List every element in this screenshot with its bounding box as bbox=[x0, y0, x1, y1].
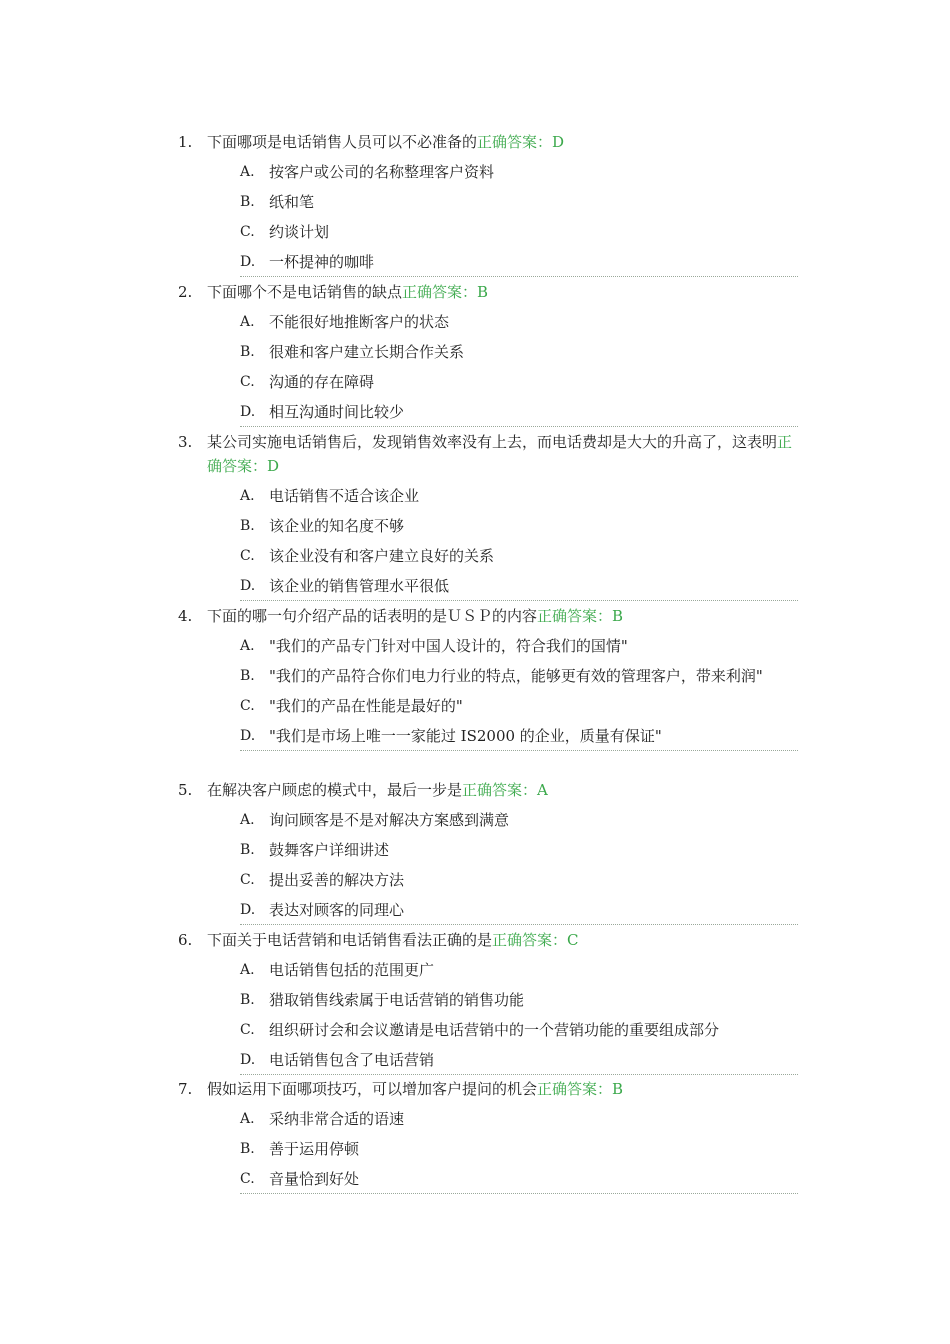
option-d bbox=[240, 250, 798, 274]
question-number: 6. bbox=[178, 931, 193, 949]
question-text: 下面哪项是电话销售人员可以不必准备的 bbox=[207, 133, 478, 151]
option-text: 采纳非常合适的语速 bbox=[269, 1110, 405, 1128]
answer-value: B bbox=[612, 1080, 624, 1098]
option-label: D. bbox=[240, 1052, 256, 1068]
option-b bbox=[240, 340, 798, 364]
question-number: 4. bbox=[178, 607, 193, 625]
option-c bbox=[240, 220, 798, 244]
option-a bbox=[240, 160, 798, 184]
option-label: B. bbox=[240, 842, 255, 858]
option-text: 纸和笔 bbox=[269, 193, 315, 211]
option-c bbox=[240, 1167, 798, 1191]
question-1 bbox=[178, 130, 798, 277]
option-text: 组织研讨会和会议邀请是电话营销中的一个营销功能的重要组成部分 bbox=[269, 1021, 720, 1039]
option-d bbox=[240, 574, 798, 598]
separator bbox=[240, 1192, 798, 1194]
option-label: D. bbox=[240, 728, 256, 744]
option-label: C. bbox=[240, 1022, 255, 1038]
option-label: B. bbox=[240, 344, 255, 360]
option-text: 不能很好地推断客户的状态 bbox=[269, 313, 450, 331]
option-a bbox=[240, 958, 798, 982]
answer-value: B bbox=[612, 607, 624, 625]
question-number: 2. bbox=[178, 283, 193, 301]
option-c bbox=[240, 544, 798, 568]
option-c bbox=[240, 868, 798, 892]
option-label: B. bbox=[240, 518, 255, 534]
answer-value: D bbox=[267, 457, 280, 475]
separator bbox=[240, 599, 798, 601]
separator bbox=[240, 749, 798, 751]
answer-label: 正确答案： bbox=[477, 133, 553, 151]
option-text: "我们是市场上唯一一家能过 IS2000 的企业，质量有保证" bbox=[269, 727, 662, 745]
option-a bbox=[240, 484, 798, 508]
question-text: 下面的哪一句介绍产品的话表明的是ＵＳＰ的内容 bbox=[207, 607, 538, 625]
option-label: A. bbox=[240, 314, 255, 330]
option-a bbox=[240, 310, 798, 334]
option-text: 音量恰到好处 bbox=[269, 1170, 360, 1188]
option-text: 一杯提神的咖啡 bbox=[269, 253, 375, 271]
separator bbox=[240, 1073, 798, 1075]
option-label: B. bbox=[240, 992, 255, 1008]
option-text: 相互沟通时间比较少 bbox=[269, 403, 405, 421]
option-label: D. bbox=[240, 902, 256, 918]
option-text: 按客户或公司的名称整理客户资料 bbox=[269, 163, 495, 181]
question-5 bbox=[178, 778, 798, 925]
question-text: 下面关于电话营销和电话销售看法正确的是 bbox=[207, 931, 493, 949]
separator bbox=[240, 425, 798, 427]
option-label: C. bbox=[240, 698, 255, 714]
option-text: 约谈计划 bbox=[269, 223, 330, 241]
separator bbox=[240, 923, 798, 925]
option-text: 该企业的销售管理水平很低 bbox=[269, 577, 450, 595]
option-text: 沟通的存在障碍 bbox=[269, 373, 375, 391]
answer-value: D bbox=[552, 133, 565, 151]
answer-value: A bbox=[537, 781, 548, 799]
question-number: 3. bbox=[178, 433, 193, 451]
option-label: C. bbox=[240, 548, 255, 564]
question-number: 7. bbox=[178, 1080, 193, 1098]
option-label: C. bbox=[240, 1171, 255, 1187]
answer-label: 正确答案： bbox=[402, 283, 478, 301]
option-d bbox=[240, 724, 798, 748]
option-label: C. bbox=[240, 872, 255, 888]
option-label: D. bbox=[240, 254, 256, 270]
question-number: 5. bbox=[178, 781, 193, 799]
question-text: 下面哪个不是电话销售的缺点 bbox=[207, 283, 403, 301]
option-text: 电话销售不适合该企业 bbox=[269, 487, 420, 505]
option-label: A. bbox=[240, 962, 255, 978]
option-b bbox=[240, 514, 798, 538]
option-text: 猎取销售线索属于电话营销的销售功能 bbox=[269, 991, 525, 1009]
option-c bbox=[240, 370, 798, 394]
option-text: 该企业的知名度不够 bbox=[269, 517, 405, 535]
option-text: 善于运用停顿 bbox=[269, 1140, 360, 1158]
option-d bbox=[240, 1048, 798, 1072]
option-label: A. bbox=[240, 812, 255, 828]
option-label: B. bbox=[240, 668, 255, 684]
question-text: 某公司实施电话销售后，发现销售效率没有上去，而电话费却是大大的升高了，这表明 bbox=[207, 433, 778, 451]
answer-value: C bbox=[567, 931, 579, 949]
option-b bbox=[240, 838, 798, 862]
option-text: 提出妥善的解决方法 bbox=[269, 871, 405, 889]
question-4 bbox=[178, 604, 798, 751]
option-text: 鼓舞客户详细讲述 bbox=[269, 841, 390, 859]
option-text: "我们的产品专门针对中国人设计的，符合我们的国情" bbox=[269, 637, 628, 655]
option-c bbox=[240, 694, 798, 718]
option-label: A. bbox=[240, 488, 255, 504]
option-text: 该企业没有和客户建立良好的关系 bbox=[269, 547, 495, 565]
option-label: A. bbox=[240, 164, 255, 180]
question-text: 假如运用下面哪项技巧，可以增加客户提问的机会 bbox=[207, 1080, 538, 1098]
option-label: B. bbox=[240, 194, 255, 210]
option-c bbox=[240, 1018, 798, 1042]
option-label: B. bbox=[240, 1141, 255, 1157]
option-text: "我们的产品符合你们电力行业的特点，能够更有效的管理客户，带来利润" bbox=[269, 667, 763, 685]
option-label: A. bbox=[240, 638, 255, 654]
option-label: D. bbox=[240, 404, 256, 420]
option-a bbox=[240, 808, 798, 832]
option-a bbox=[240, 634, 798, 658]
option-b bbox=[240, 664, 798, 688]
answer-label: 正确答案： bbox=[207, 433, 793, 475]
question-6 bbox=[178, 928, 798, 1075]
option-text: 询问顾客是不是对解决方案感到满意 bbox=[269, 811, 510, 829]
option-b bbox=[240, 988, 798, 1012]
question-text: 在解决客户顾虑的模式中，最后一步是 bbox=[207, 781, 463, 799]
question-3 bbox=[178, 430, 798, 601]
option-label: A. bbox=[240, 1111, 255, 1127]
answer-value: B bbox=[477, 283, 489, 301]
question-7 bbox=[178, 1077, 798, 1194]
option-label: C. bbox=[240, 374, 255, 390]
option-b bbox=[240, 1137, 798, 1161]
answer-label: 正确答案： bbox=[462, 781, 538, 799]
question-2 bbox=[178, 280, 798, 427]
option-b bbox=[240, 190, 798, 214]
option-text: 电话销售包含了电话营销 bbox=[269, 1051, 435, 1069]
option-a bbox=[240, 1107, 798, 1131]
option-d bbox=[240, 898, 798, 922]
option-text: "我们的产品在性能是最好的" bbox=[269, 697, 463, 715]
option-d bbox=[240, 400, 798, 424]
option-text: 电话销售包括的范围更广 bbox=[269, 961, 435, 979]
option-text: 表达对顾客的同理心 bbox=[269, 901, 405, 919]
answer-label: 正确答案： bbox=[492, 931, 568, 949]
option-label: D. bbox=[240, 578, 256, 594]
answer-label: 正确答案： bbox=[537, 1080, 613, 1098]
question-number: 1. bbox=[178, 133, 193, 151]
option-text: 很难和客户建立长期合作关系 bbox=[269, 343, 465, 361]
answer-label: 正确答案： bbox=[537, 607, 613, 625]
separator bbox=[240, 275, 798, 277]
option-label: C. bbox=[240, 224, 255, 240]
